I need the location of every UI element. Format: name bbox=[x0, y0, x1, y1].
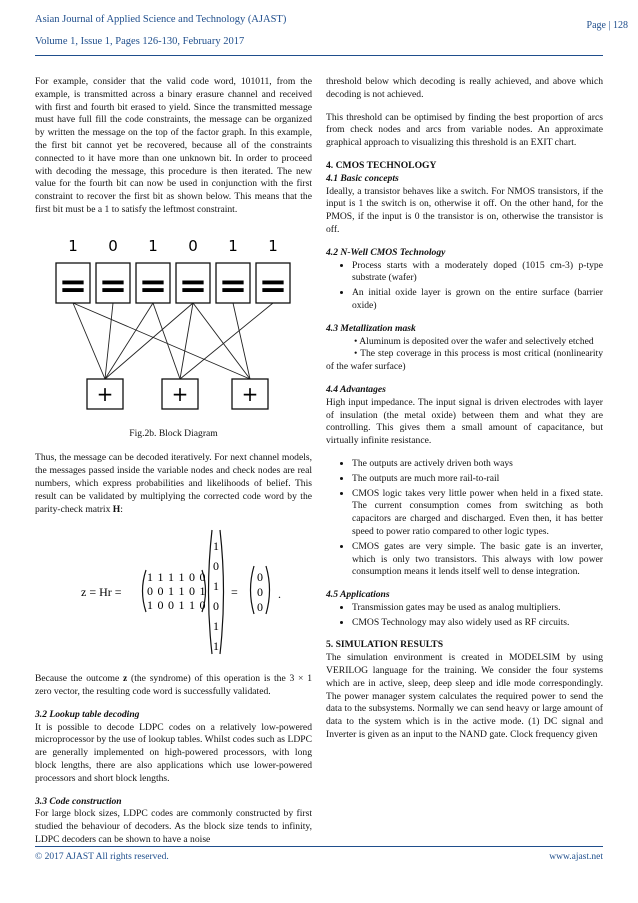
equality-symbol: = bbox=[58, 265, 88, 306]
equality-symbol: = bbox=[178, 265, 208, 306]
section-4-1-title: 4.1 Basic concepts bbox=[326, 172, 399, 184]
list-item: • The step coverage in this process is most critical (nonlinearity of the wafer surface) bbox=[326, 348, 603, 373]
graph-edge bbox=[180, 303, 273, 379]
footer-copyright: © 2017 AJAST All rights reserved. bbox=[35, 852, 169, 862]
result-entry: 0 bbox=[257, 570, 263, 585]
section-3-3-text: For large block sizes, LDPC codes are commonly constructed by first studied the behaviour of decoders. As the block size tends to infinity, LDPC decoders can be shown to have a noise bbox=[35, 808, 312, 845]
bit-label: 1 bbox=[228, 236, 238, 255]
matrix-entry: 0 bbox=[147, 584, 153, 599]
check-symbol: + bbox=[171, 381, 189, 406]
matrix-entry: 1 bbox=[178, 570, 185, 585]
section-4-5-list bbox=[326, 602, 603, 630]
page-number: Page | 128 bbox=[586, 20, 628, 31]
equality-symbol: = bbox=[98, 265, 128, 306]
section-4-4-list bbox=[326, 458, 603, 579]
matrix-bracket bbox=[220, 530, 224, 654]
section-3-2-text: It is possible to decode LDPC codes on a relatively low-powered microprocessor by the use of lookup tables. Whilst codes such as LDPC are generally implemented on high-powered processors, with long block lengths, there are also applications which use lower-powered processors and short block lengths. bbox=[35, 721, 312, 784]
section-3-3-title: 3.3 Code construction bbox=[35, 795, 122, 807]
result-entry: 0 bbox=[257, 600, 263, 615]
matrix-bracket bbox=[209, 530, 213, 654]
section-4-4-text: High input impedance. The input signal is driven electrodes with layer of insulation (the metal oxide) between them and what they are controlling. This gives them a small amount of capacitance, but virtually infinite resistance. bbox=[326, 396, 603, 447]
graph-edge bbox=[180, 303, 193, 379]
paragraph-exit-chart: This threshold can be optimised by finding the best proportion of arcs from check nodes and arcs from variable nodes. An approximate graphical approach to visualizing this threshold is an EXIT chart. bbox=[326, 111, 603, 149]
matrix-entry: 1 bbox=[178, 584, 185, 599]
equality-symbol: = bbox=[258, 265, 288, 306]
section-4-2-title: 4.2 N-Well CMOS Technology bbox=[326, 246, 446, 258]
matrix-bracket bbox=[143, 570, 147, 612]
bit-label: 1 bbox=[148, 236, 158, 255]
section-4-title: 4. CMOS TECHNOLOGY bbox=[326, 159, 437, 171]
section-4-5-title: 4.5 Applications bbox=[326, 589, 390, 601]
list-item: • Transmission gates may be used as analog multipliers. bbox=[352, 602, 603, 615]
section-4-2-list bbox=[326, 260, 603, 313]
matrix-entry: 1 bbox=[168, 584, 174, 599]
bit-label: 0 bbox=[108, 236, 118, 255]
footer-rule bbox=[35, 846, 603, 847]
list-item: • CMOS Technology may also widely used as RF circuits. bbox=[352, 617, 603, 630]
vector-entry: 0 bbox=[213, 559, 219, 574]
matrix-entry: 0 bbox=[157, 598, 164, 613]
section-5-text: The simulation environment is created in MODELSIM by using VERILOG language for the training. We consider the four systems which are in active, sleep, deep sleep and idle mode correspondingly. The power manager system calculates the required power to send the data to the subsystems. Normally we can send heavy or large amount of data to the system which is in the active mode. (1) DC signal and Inverter is given as an input to the NAND gate. Clock frequency given bbox=[326, 652, 603, 741]
right-column bbox=[326, 76, 603, 752]
section-4-4-title: 4.4 Advantages bbox=[326, 383, 386, 395]
graph-edge bbox=[153, 303, 180, 379]
matrix-bracket bbox=[251, 566, 255, 614]
paragraph-iterative: Thus, the message can be decoded iteratively. For next channel models, the messages passed inside the variable nodes and check nodes are real numbers, which express probabilities and likelihoods of belief. This result can be validated by multiplying the corrected code word by the parity-check matrix H: bbox=[35, 452, 312, 515]
equation-period: . bbox=[278, 587, 281, 602]
bit-label: 1 bbox=[68, 236, 78, 255]
footer-url[interactable]: www.ajast.net bbox=[549, 852, 603, 862]
matrix-entry: 0 bbox=[199, 570, 206, 585]
matrix-entry: 1 bbox=[178, 598, 185, 613]
vector-entry: 1 bbox=[213, 639, 219, 654]
matrix-entry: 1 bbox=[199, 584, 206, 599]
equation-equals: = bbox=[231, 585, 238, 600]
equation-lhs: z = Hr = bbox=[81, 585, 122, 600]
matrix-bracket bbox=[266, 566, 270, 614]
list-item: • An initial oxide layer is grown on the entire surface (barrier oxide) bbox=[352, 287, 603, 313]
vector-entry: 1 bbox=[213, 619, 219, 634]
bit-label: 0 bbox=[188, 236, 198, 255]
matrix-entry: 0 bbox=[189, 584, 195, 599]
list-item: • CMOS gates are very simple. The basic gate is an inverter, which is only two transistors. This always with low power consumption means it lends itself well to dense integration. bbox=[352, 541, 603, 579]
list-item: • The outputs are much more rail-to-rail bbox=[352, 473, 603, 486]
block-diagram bbox=[35, 231, 312, 421]
section-4-3-list bbox=[326, 336, 603, 374]
paragraph-threshold: threshold below which decoding is really achieved, and above which decoding is not achieved. bbox=[326, 76, 603, 100]
list-item: • Aluminum is deposited over the wafer and selectively etched bbox=[354, 335, 594, 347]
parity-check-equation bbox=[35, 526, 312, 658]
section-3-2-title: 3.2 Lookup table decoding bbox=[35, 708, 140, 720]
list-item: • The outputs are actively driven both ways bbox=[352, 458, 603, 471]
bit-label: 1 bbox=[268, 236, 278, 255]
matrix-entry: 1 bbox=[157, 570, 164, 585]
result-entry: 0 bbox=[257, 585, 263, 600]
matrix-entry: 1 bbox=[147, 570, 153, 585]
section-5-title: 5. SIMULATION RESULTS bbox=[326, 639, 444, 651]
graph-edge bbox=[73, 303, 250, 379]
equality-symbol: = bbox=[138, 265, 168, 306]
vector-entry: 1 bbox=[213, 579, 219, 594]
paragraph-syndrome: Because the outcome z (the syndrome) of this operation is the 3 × 1 zero vector, the resulting code word is successfully validated. bbox=[35, 673, 312, 697]
check-symbol: + bbox=[241, 381, 259, 406]
list-item: • Process starts with a moderately doped (1015 cm-3) p-type substrate (wafer) bbox=[352, 260, 603, 286]
matrix-entry: 0 bbox=[157, 584, 164, 599]
vector-entry: 1 bbox=[213, 539, 219, 554]
journal-title: Asian Journal of Applied Science and Technology (AJAST) bbox=[35, 14, 287, 25]
vector-entry: 0 bbox=[213, 599, 219, 614]
volume-info: Volume 1, Issue 1, Pages 126-130, February 2017 bbox=[35, 36, 245, 47]
matrix-entry: 1 bbox=[147, 598, 153, 613]
equality-symbol: = bbox=[218, 265, 248, 306]
section-4-1-text: Ideally, a transistor behaves like a switch. For NMOS transistors, if the input is 1 the switch is on, otherwise it off. On the other hand, for the PMOS, if the input is 0 the transistor is on, otherwise the transistor is off. bbox=[326, 185, 603, 235]
section-4-3-title: 4.3 Metallization mask bbox=[326, 322, 416, 334]
figure-caption: Fig.2b. Block Diagram bbox=[129, 427, 218, 439]
matrix-entry: 1 bbox=[189, 598, 195, 613]
paragraph-example: For example, consider that the valid code word, 101011, from the example, is transmitted across a binary erasure channel and received with first and fourth bit erased to yield. Since the transmitted message must have full fill the code constraints, the message can be organized by written the message on the top of the factor graph. In this example, the first bit cannot yet be recovered, because all of the constraints connected to it have more than one unknown bit. In order to proceed with decoding the message, this procedure is then iterated. The new value for the fourth bit can now be used in conjunction with the first constraint to recover the first bit as shown below. This means that the first bit must be a 1 to satisfy the leftmost constraint. bbox=[35, 76, 312, 215]
header-rule bbox=[35, 55, 603, 56]
matrix-entry: 0 bbox=[189, 570, 195, 585]
graph-edge bbox=[105, 303, 193, 379]
matrix-entry: 0 bbox=[168, 598, 174, 613]
left-column bbox=[35, 76, 312, 857]
list-item: • CMOS logic takes very little power when held in a fixed state. The current consumption comes from switching as both capacitors are charged and discharged. Even then, it has better speed to power ratio compared to other logic types. bbox=[352, 488, 603, 539]
matrix-entry: 1 bbox=[168, 570, 174, 585]
matrix-entry: 0 bbox=[199, 598, 206, 613]
check-symbol: + bbox=[96, 381, 114, 406]
